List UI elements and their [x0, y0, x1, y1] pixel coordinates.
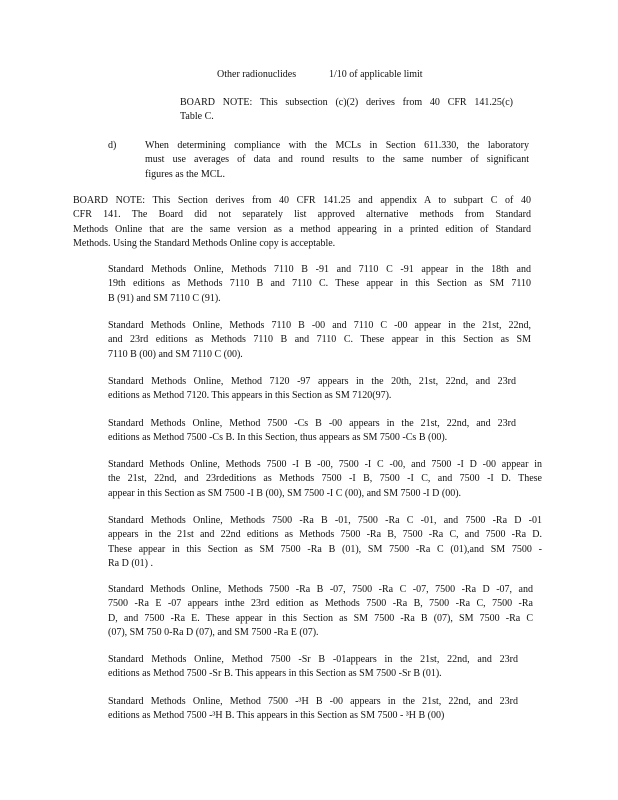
text-line: Standard Methods Online, Method 7500 -Cs B -00 appears in the 21st, 22nd, and 23rd [108, 418, 516, 429]
text-line: Standard Methods Online, Methods 7110 B -91 and 7110 C -91 appear in the 18th and [108, 264, 531, 275]
method-paragraph-7500-sr [108, 653, 518, 682]
method-paragraph-7110-91 [108, 263, 531, 306]
text-line: Methods Online that are the same version as a method appearing in a printed edition of Standard [73, 223, 531, 235]
item-d-text [145, 139, 529, 182]
list-marker-d: d) [108, 140, 117, 151]
board-note-section [73, 194, 531, 251]
text-line: These appear in this Section as SM 7500 -Ra B (01), SM 7500 -Ra C (01),and SM 7500 - [108, 543, 542, 555]
text-line: Standard Methods Online, Method 7500 -³H B -00 appears in the 21st, 22nd, and 23rd [108, 696, 518, 707]
text-line: 19th editions as Methods 7110 B and 7110 C. These appear in this Section as SM 7110 [108, 278, 531, 290]
table-row-label: Other radionuclides [217, 69, 297, 80]
method-paragraph-7120-97 [108, 375, 516, 404]
text-line: Standard Methods Online, Method 7500 -Sr B -01appears in the 21st, 22nd, and 23rd [108, 654, 518, 665]
method-paragraph-7500-3h [108, 695, 518, 724]
method-paragraph-7500-ra-07 [108, 583, 533, 640]
text-line: Standard Methods Online, Methods 7500 -Ra B -01, 7500 -Ra C -01, and 7500 -Ra D -01 [108, 515, 542, 526]
text-line: (07), SM 750 0-Ra D (07), and SM 7500 -Ra E (07). [108, 626, 319, 638]
text-line: editions as Method 7500 -³H B. This appears in this Section as SM 7500 - ³H B (00) [108, 710, 445, 722]
text-line: Table C. [180, 111, 214, 123]
text-line: editions as Method 7500 -Sr B. This appears in this Section as SM 7500 -Sr B (01). [108, 668, 442, 680]
text-line: When determining compliance with the MCLs in Section 611.330, the laboratory [145, 140, 529, 151]
method-paragraph-7500-i [108, 458, 542, 501]
text-line: Standard Methods Online, Methods 7500 -Ra B -07, 7500 -Ra C -07, 7500 -Ra D -07, and [108, 584, 533, 595]
text-line: the 21st, 22nd, and 23rdeditions as Methods 7500 -I B, 7500 -I C, and 7500 -I D. These [108, 473, 542, 485]
text-line: BOARD NOTE: This Section derives from 40 CFR 141.25 and appendix A to subpart C of 40 [73, 195, 531, 206]
text-line: editions as Method 7500 -Cs B. In this Section, thus appears as SM 7500 -Cs B (00). [108, 432, 448, 444]
text-line: Standard Methods Online, Method 7120 -97 appears in the 20th, 21st, 22nd, and 23rd [108, 376, 516, 387]
text-line: figures as the MCL. [145, 168, 225, 180]
text-line: appear in this Section as SM 7500 -I B (00), SM 7500 -I C (00), and SM 7500 -I D (00). [108, 487, 462, 499]
text-line: B (91) and SM 7110 C (91). [108, 292, 221, 304]
text-line: must use averages of data and round results to the same number of significant [145, 154, 529, 166]
text-line: BOARD NOTE: This subsection (c)(2) derives from 40 CFR 141.25(c) [180, 97, 513, 108]
text-line: Standard Methods Online, Methods 7500 -I B -00, 7500 -I C -00, and 7500 -I D -00 appear in [108, 459, 542, 470]
text-line: editions as Method 7120. This appears in this Section as SM 7120(97). [108, 390, 392, 402]
method-paragraph-7110-00 [108, 319, 531, 362]
text-line: D, and 7500 -Ra E. These appear in this Section as SM 7500 -Ra B (07), SM 7500 -Ra C [108, 612, 533, 624]
method-paragraph-7500-cs [108, 417, 516, 446]
text-line: 7110 B (00) and SM 7110 C (00). [108, 348, 243, 360]
method-paragraph-7500-ra-01 [108, 514, 542, 571]
text-line: Methods. Using the Standard Methods Online copy is acceptable. [73, 237, 336, 249]
text-line: CFR 141. The Board did not separately list approved alternative methods from Standard [73, 209, 531, 221]
text-line: Standard Methods Online, Methods 7110 B -00 and 7110 C -00 appear in the 21st, 22nd, [108, 320, 531, 331]
board-note-subsection [180, 96, 513, 125]
text-line: and 23rd editions as Methods 7110 B and 7110 C. These appear in this Section as SM [108, 334, 531, 346]
table-row-value: 1/10 of applicable limit [329, 69, 423, 80]
text-line: appears in the 21st and 22nd editions as Methods 7500 -Ra B, 7500 -Ra C, and 7500 -Ra D. [108, 529, 542, 541]
text-line: 7500 -Ra E -07 appears inthe 23rd edition as Methods 7500 -Ra B, 7500 -Ra C, 7500 -Ra [108, 598, 533, 610]
text-line: Ra D (01) . [108, 557, 153, 569]
